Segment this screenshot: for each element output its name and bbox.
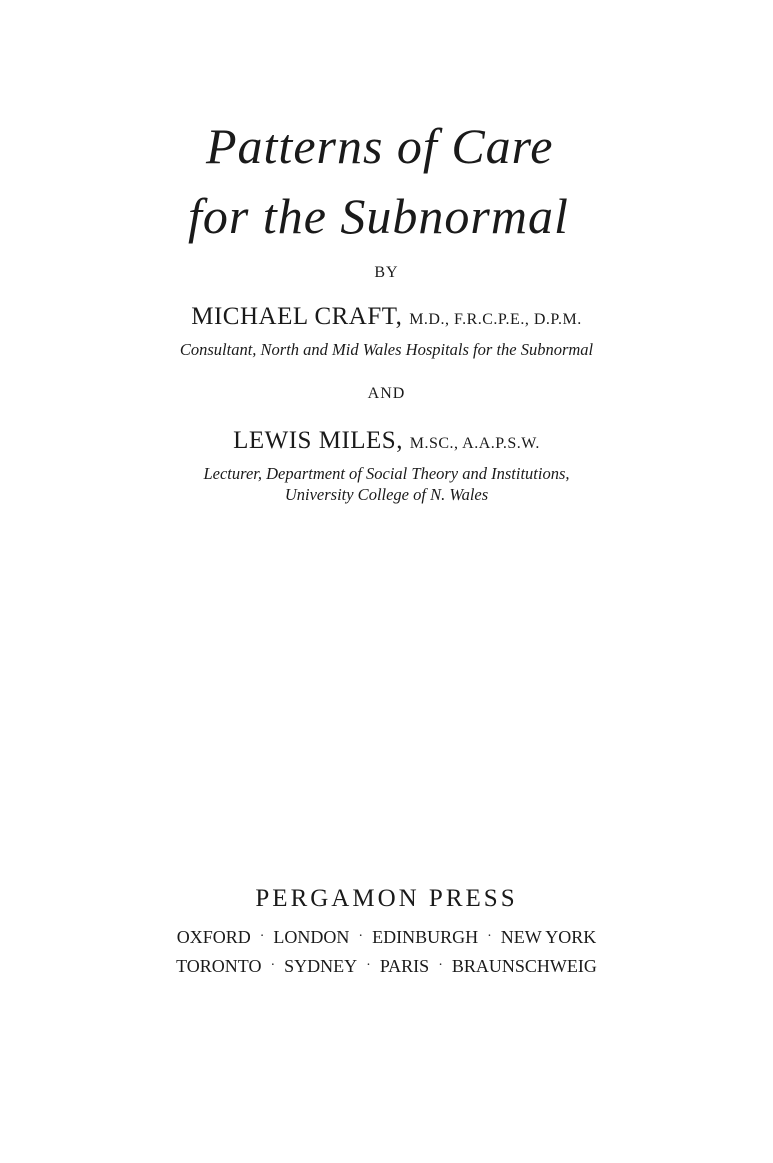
author-2-name: LEWIS MILES, xyxy=(233,427,403,454)
author-2-affiliation-line-2: University College of N. Wales xyxy=(284,485,489,504)
author-1-name: MICHAEL CRAFT, xyxy=(191,303,403,330)
separator-dot: · xyxy=(366,958,371,973)
separator-dot: · xyxy=(270,958,276,973)
city-london: LONDON xyxy=(273,927,350,947)
city-braunschweig: BRAUNSCHWEIG xyxy=(451,956,597,976)
book-title-line-2: for the Subnormal xyxy=(188,188,569,244)
author-1-affiliation: Consultant, North and Mid Wales Hospitals for the Subnormal xyxy=(179,340,594,359)
city-toronto: TORONTO xyxy=(176,956,262,976)
city-oxford: OXFORD xyxy=(176,927,251,947)
author-1-heading xyxy=(0,302,773,335)
separator-dot: · xyxy=(487,929,492,944)
author-2-affiliation-line-1: Lecturer, Department of Social Theory and Institutions, xyxy=(203,464,570,483)
publisher-cities-row-2 xyxy=(0,955,773,977)
author-1-degrees: M.D., F.R.C.P.E., D.P.M. xyxy=(409,311,582,328)
author-2-degrees: M.SC., A.A.P.S.W. xyxy=(409,435,540,452)
publisher-name: PERGAMON PRESS xyxy=(255,885,518,912)
separator-dot: · xyxy=(259,929,265,944)
city-sydney: SYDNEY xyxy=(284,956,358,976)
and-label: AND xyxy=(367,385,406,402)
author-2-heading xyxy=(0,426,773,459)
city-new-york: NEW YORK xyxy=(500,927,597,947)
book-title-line-1: Patterns of Care xyxy=(206,118,554,174)
city-paris: PARIS xyxy=(379,956,430,976)
by-label: BY xyxy=(374,264,399,281)
separator-dot: · xyxy=(358,929,364,944)
separator-dot: · xyxy=(438,958,443,973)
publisher-cities-row-1 xyxy=(0,926,773,948)
city-edinburgh: EDINBURGH xyxy=(372,927,479,947)
